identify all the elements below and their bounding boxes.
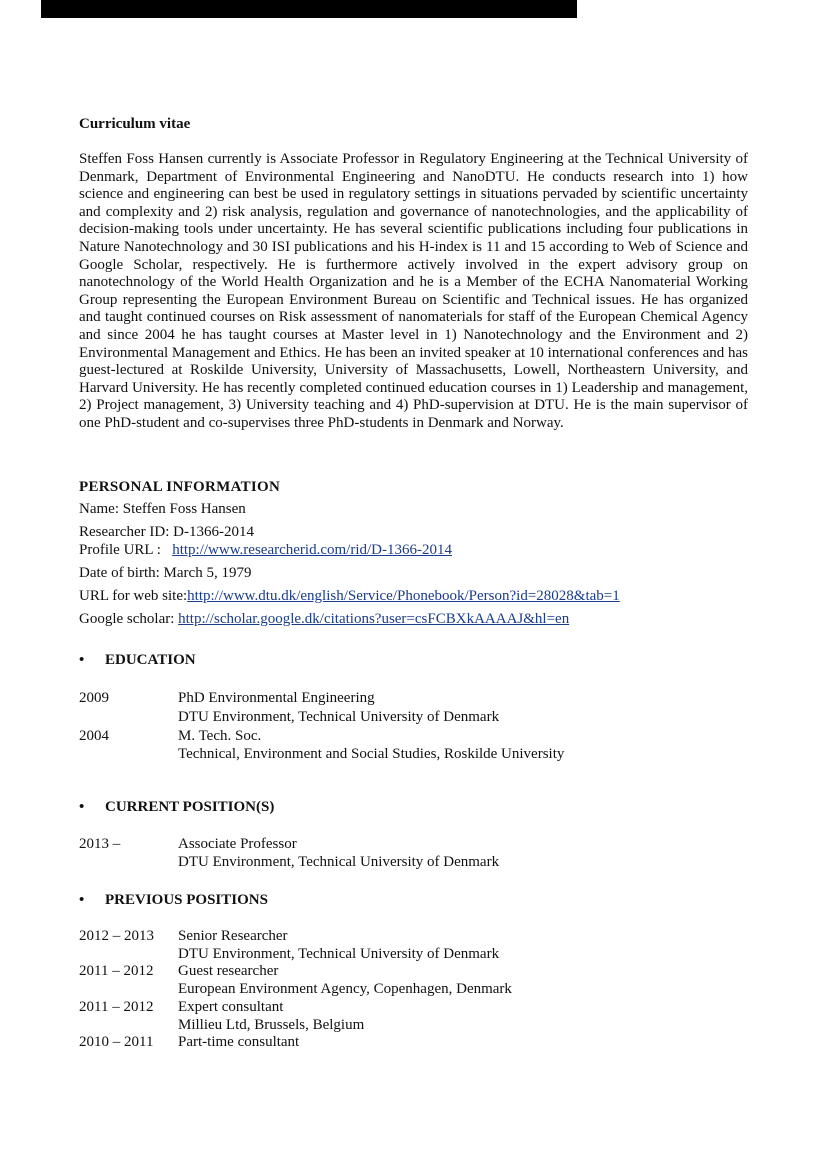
- redaction-bar: [41, 0, 577, 18]
- entry-institution: Technical, Environment and Social Studies, Roskilde University: [178, 746, 565, 762]
- entry-institution: European Environment Agency, Copenhagen, Denmark: [178, 981, 512, 997]
- entry-title: Senior Researcher: [178, 928, 288, 944]
- entry-title: Part-time consultant: [178, 1034, 300, 1050]
- entry-year: 2010 – 2011: [79, 1034, 154, 1050]
- entry-title: Associate Professor: [178, 836, 297, 852]
- current-positions-heading: [79, 799, 274, 816]
- bullet-icon: •: [79, 799, 85, 815]
- page-title: Curriculum vitae: [79, 116, 191, 132]
- entry-year: 2012 – 2013: [79, 928, 154, 944]
- name-line: Name: Steffen Foss Hansen: [79, 501, 246, 517]
- previous-positions-heading-text: PREVIOUS POSITIONS: [105, 892, 268, 908]
- entry-year: 2004: [79, 728, 109, 744]
- web-site-link[interactable]: http://www.dtu.dk/english/Service/Phonebook/Person?id=28028&tab=1: [187, 588, 620, 604]
- web-site-line: [79, 588, 620, 605]
- researcher-id-line: Researcher ID: D-1366-2014: [79, 524, 254, 540]
- entry-title: Guest researcher: [178, 963, 279, 979]
- entry-title: PhD Environmental Engineering: [178, 690, 375, 706]
- entry-year: 2013 –: [79, 836, 121, 852]
- bullet-icon: •: [79, 652, 85, 668]
- personal-information-heading: PERSONAL INFORMATION: [79, 479, 281, 495]
- entry-title: Expert consultant: [178, 999, 284, 1015]
- google-scholar-link[interactable]: http://scholar.google.dk/citations?user=csFCBXkAAAAJ&hl=en: [178, 611, 570, 627]
- bullet-icon: •: [79, 892, 85, 908]
- entry-institution: DTU Environment, Technical University of Denmark: [178, 709, 500, 725]
- education-heading-text: EDUCATION: [105, 652, 196, 668]
- entry-institution: Millieu Ltd, Brussels, Belgium: [178, 1017, 365, 1033]
- entry-year: 2011 – 2012: [79, 999, 154, 1015]
- profile-url-link[interactable]: http://www.researcherid.com/rid/D-1366-2014: [172, 542, 452, 558]
- entry-title: M. Tech. Soc.: [178, 728, 262, 744]
- profile-url-line: [79, 542, 452, 559]
- web-site-label: URL for web site:: [79, 588, 188, 604]
- education-heading: [79, 652, 196, 669]
- previous-positions-heading: [79, 892, 268, 909]
- biography-paragraph: Steffen Foss Hansen currently is Associate Professor in Regulatory Engineering at the Technical University of Denmark, Department of Environmental Engineering and NanoDTU. He conducts research into 1) how science and engineering can best be used in regulatory settings in situations pervaded by scientific uncertainty and complexity and 2) risk analysis, regulation and governance of nanotechnologies, and the applicability of decision-making tools under uncertainty. He has several scientific publications including four publications in Nature Nanotechnology and 30 ISI publications and his H-index is 11 and 15 according to Web of Science and Google Scholar, respectively. He is furthermore actively involved in the expert advisory group on nanotechnology of the World Health Organization and he is a Member of the ECHA Nanomaterial Working Group representing the European Environment Bureau on Scientific and Technical issues. He has organized and taught continued courses on Risk assessment of nanomaterials for staff of the European Chemical Agency and since 2004 he has taught courses at Master level in 1) Nanotechnology and the Environment and 2) Environmental Management and Ethics. He has been an invited speaker at 10 international conferences and has guest-lectured at Roskilde University, University of Massachusetts, Lowell, Northeastern University, and Harvard University. He has recently completed continued education courses in 1) Leadership and management, 2) Project management, 3) University teaching and 4) PhD-supervision at DTU. He is the main supervisor of one PhD-student and co-supervises three PhD-students in Denmark and Norway.: [79, 151, 748, 431]
- entry-year: 2009: [79, 690, 109, 706]
- date-of-birth-line: Date of birth: March 5, 1979: [79, 565, 252, 581]
- entry-institution: DTU Environment, Technical University of Denmark: [178, 854, 500, 870]
- google-scholar-line: [79, 611, 569, 628]
- entry-institution: DTU Environment, Technical University of Denmark: [178, 946, 500, 962]
- profile-url-label: Profile URL :: [79, 542, 161, 558]
- current-positions-heading-text: CURRENT POSITION(S): [105, 799, 275, 815]
- google-scholar-label: Google scholar:: [79, 611, 175, 627]
- entry-year: 2011 – 2012: [79, 963, 154, 979]
